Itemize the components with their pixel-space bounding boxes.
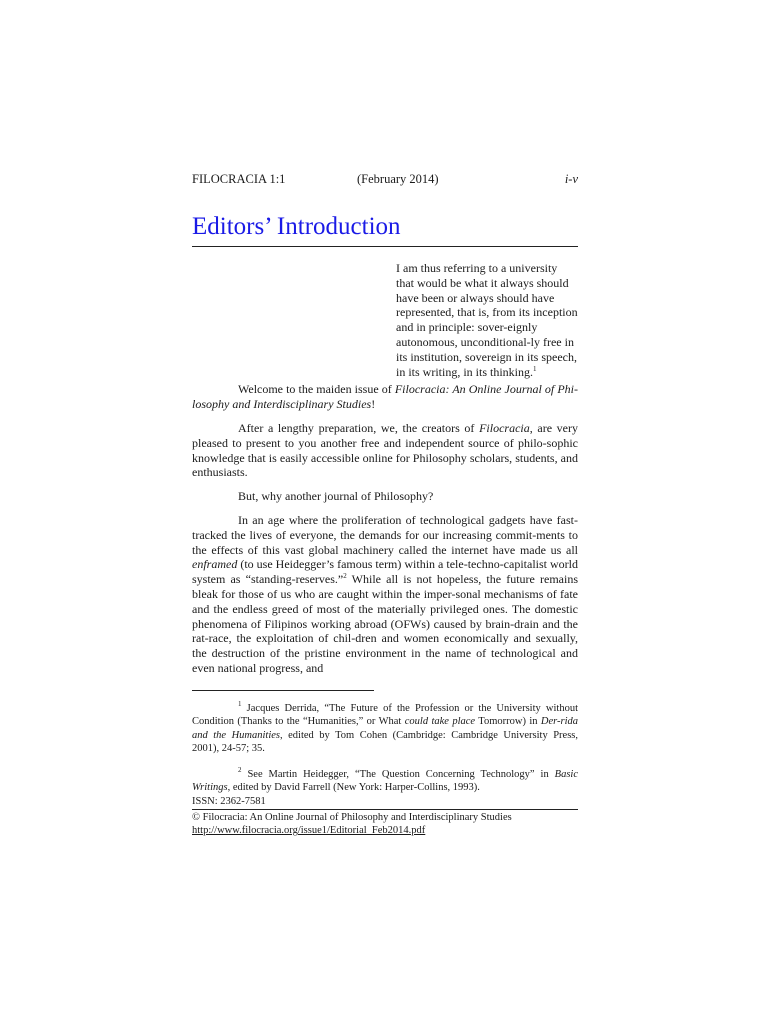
paragraph-preparation xyxy=(192,421,578,480)
epigraph xyxy=(396,261,578,379)
article-url-link[interactable]: http://www.filocracia.org/issue1/Editorial_Feb2014.pdf xyxy=(192,825,426,837)
paragraph-question: But, why another journal of Philosophy? xyxy=(238,489,434,504)
enframed-term: enframed xyxy=(192,557,238,572)
article-body xyxy=(192,382,578,675)
footnote-1 xyxy=(192,699,579,756)
paragraph-age xyxy=(192,513,578,676)
footnote-1-italic: could take place xyxy=(404,716,476,728)
welcome-text: Welcome to the maiden issue of xyxy=(238,382,395,397)
issue-date: (February 2014) xyxy=(357,172,439,186)
footnotes xyxy=(192,699,579,795)
age-text: In an age where the proliferation of technological gadgets have fast-tracked the lives of everyone, the demands for our increasing commit-ments to the effects of this vast global machinery called the internet have made us all xyxy=(192,512,578,557)
footnote-1-text-2: Tomorrow) in xyxy=(475,716,541,728)
paragraph-welcome xyxy=(192,382,578,412)
preparation-end: , are very pleased to present to you another free and independent source of philo-sophic knowledge that is easily accessible online for Philosophy scholars, students, and enthusiasts. xyxy=(192,420,578,480)
footnote-2-text-2: , edited by David Farrell (New York: Harper-Collins, 1993). xyxy=(227,782,480,794)
footnote-number-2: 2 xyxy=(238,765,242,774)
journal-issue: FILOCRACIA 1:1 xyxy=(192,172,286,186)
running-head xyxy=(192,172,578,188)
page-range: i-v xyxy=(564,172,578,186)
footnote-2-text: See Martin Heidegger, “The Question Concerning Technology” in xyxy=(241,768,555,780)
journal-name: Filocracia: An Online Journal of Phi-losophy and Interdisciplinary Studies xyxy=(192,382,578,412)
footnote-2 xyxy=(192,765,578,795)
welcome-end: ! xyxy=(371,397,376,412)
preparation-text: After a lengthy preparation, we, the creators of xyxy=(238,420,480,435)
age-text-2: (to use Heidegger’s famous term) within a tele-techno-capitalist world system as “standing-reserves.” xyxy=(192,557,578,587)
footnote-1-text: Jacques Derrida, “The Future of the Profession or the University without Condition (Thanks to the “Humanities,” or What xyxy=(192,702,578,728)
issn: ISSN: 2362-7581 xyxy=(192,795,266,807)
copyright-block xyxy=(192,809,578,837)
journal-page xyxy=(192,172,578,837)
footnote-1-book: Der-rida and the Humanities xyxy=(192,716,578,741)
footnote-ref-1[interactable]: 1 xyxy=(533,364,537,373)
footnote-number-1: 1 xyxy=(238,699,242,708)
age-text-3: While all is not hopeless, the future remains bleak for those of us who are caught within the imper-sonal mechanisms of fate and the endless greed of most of the materially privileged ones. The domestic phenomena of Filipinos working abroad (OFWs) caused by brain-drain and the rat-race, the exploitation of chil-dren and women economically and sexually, the destruction of the pristine environment in the name of technological and even national progress, and xyxy=(192,572,578,675)
footnote-divider xyxy=(192,690,374,691)
journal-short-name: Filocracia xyxy=(479,420,530,435)
footnote-2-book: Basic Writings xyxy=(192,768,578,794)
copyright-line: © Filocracia: An Online Journal of Philosophy and Interdisciplinary Studies xyxy=(192,812,512,824)
epigraph-text: I am thus referring to a university that would be what it always should have been or always should have represented, that is, from its inception and in principle: sover-eignly autonomous, unconditional-ly free in its institution, sovereign in its speech, in its writing, in its thinking. xyxy=(396,261,578,379)
footnote-1-text-3: , edited by Tom Cohen (Cambridge: Cambridge University Press, 2001), 24-57; 35. xyxy=(192,729,579,755)
footnote-ref-2[interactable]: 2 xyxy=(343,572,347,581)
page-title: Editors’ Introduction xyxy=(192,210,578,247)
